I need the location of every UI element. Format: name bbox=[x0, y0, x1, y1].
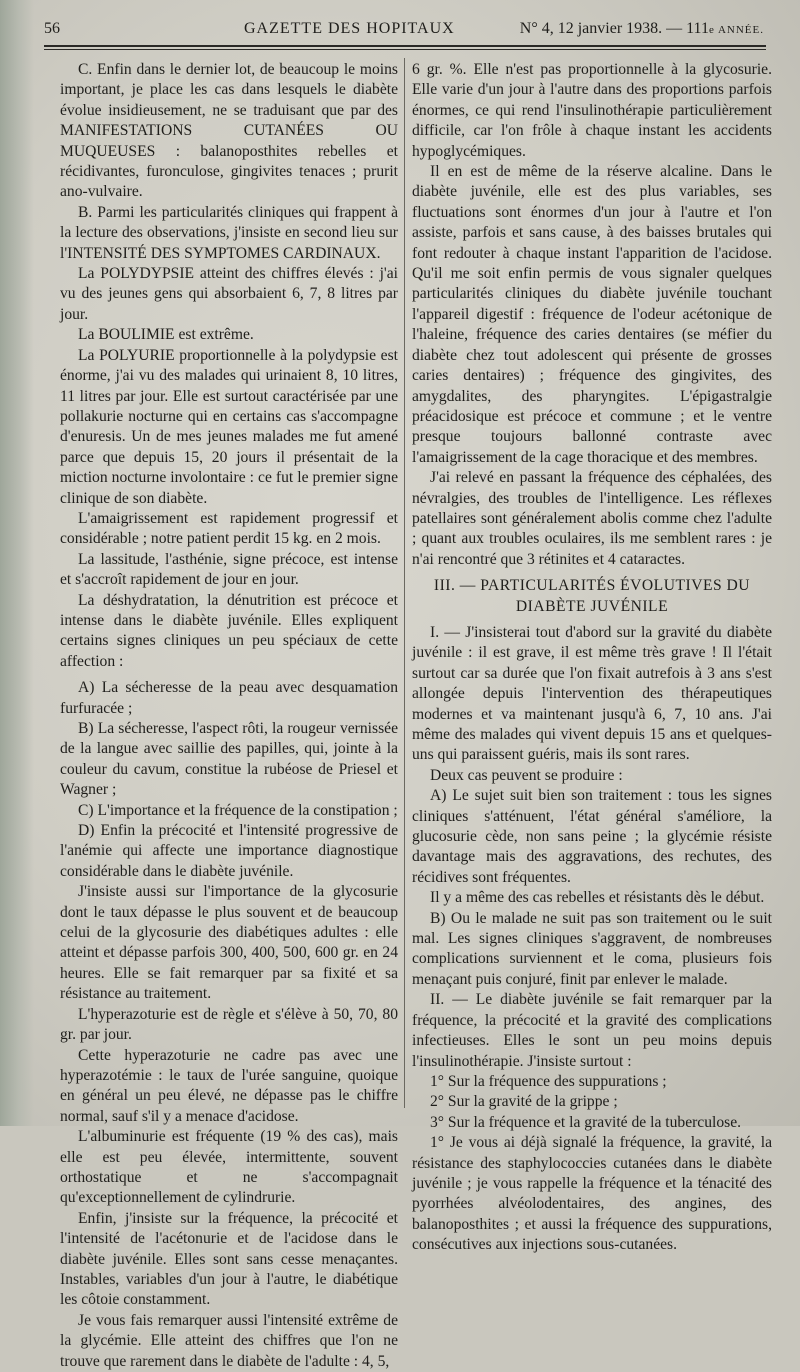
paragraph: La BOULIMIE est extrême. bbox=[78, 326, 254, 344]
paragraph: 1° Je vous ai déjà signalé la fréquence, la gravité, la résistance des staphylococcies cutanées dans le diabète juvénile ; je vous rappelle la fréquence et la ténacité des pyorrhées alvéolodentaires, des angines, des balanoposthites ; et aussi la fréquence des suppurations, consécutives aux injections sous-cutanées. bbox=[412, 1134, 772, 1254]
paragraph: L'hyperazoturie est de règle et s'élève à 50, 70, 80 gr. par jour. bbox=[60, 1005, 398, 1044]
issue-year-label: e ANNÉE. bbox=[708, 24, 764, 36]
paragraph: J'ai relevé en passant la fréquence des céphalées, des névralgies, des troubles de l'intelligence. Les réflexes patellaires sont généralement abolis comme chez l'adulte ; quant aux troubles oculaires, ils me semblent rares : je n'ai rencontré que 3 rétinites et 4 cataractes. bbox=[412, 469, 772, 568]
list-item: 1° Sur la fréquence des suppurations ; bbox=[430, 1072, 667, 1090]
left-column bbox=[60, 60, 398, 1370]
paragraph: B) Ou le malade ne suit pas son traitement ou le suit mal. Les signes cliniques s'aggravent, de nombreuses complications surviennent et le coma, plusieurs fois menaçant puis conjuré, finit par enlever le malade. bbox=[412, 909, 772, 988]
list-item: 2° Sur la gravité de la grippe ; bbox=[430, 1093, 618, 1111]
paragraph: 6 gr. %. Elle n'est pas proportionnelle à la glycosurie. Elle varie d'un jour à l'autre dans des proportions parfois énormes, ce qui rend l'insulinothérapie particulièrement difficile, car l'on frôle à chaque instant les accidents hypoglycémiques. bbox=[412, 61, 772, 160]
page-header bbox=[44, 20, 764, 42]
issue-line bbox=[520, 20, 764, 38]
paragraph: C. Enfin dans le dernier lot, de beaucoup le moins important, je place les cas dans lesquels le diabète évolue insidieusement, ne se traduisant que par des MANIFESTATIONS CUTANÉES OU MUQUEUSES : balanoposthites rebelles et récidivantes, furonculose, gingivites tenaces ; prurit ano-vulvaire. bbox=[60, 61, 398, 201]
column-divider bbox=[404, 58, 405, 1108]
header-rule bbox=[44, 45, 766, 50]
journal-title: GAZETTE DES HOPITAUX bbox=[244, 20, 455, 37]
paragraph: J'insiste aussi sur l'importance de la glycosurie dont le taux dépasse le plus souvent et de beaucoup celui de la glycosurie des diabétiques adultes : elle atteint et dépasse parfois 300, 400, 500, 600 gr. en 24 heures. Elle se fait remarquer par sa fixité et sa résistance au traitement. bbox=[60, 883, 398, 1003]
paragraph: La déshydratation, la dénutrition est précoce et intense dans le diabète juvénile. Elles expliquent certains signes cliniques un peu spéciaux de cette affection : bbox=[60, 591, 398, 670]
list-item: 3° Sur la fréquence et la gravité de la tuberculose. bbox=[430, 1113, 742, 1131]
paragraph: Deux cas peuvent se produire : bbox=[430, 766, 623, 784]
paragraph: II. — Le diabète juvénile se fait remarquer par la fréquence, la précocité et la gravité des complications infectieuses. Elles le sont un peu moins depuis l'insulinothérapie. J'insiste surtout : bbox=[412, 991, 772, 1070]
list-item: D) Enfin la précocité et l'intensité progressive de l'anémie qui affecte une importance diagnostique considérable dans le diabète juvénile. bbox=[60, 822, 398, 880]
paragraph: La lassitude, l'asthénie, signe précoce, est intense et s'accroît rapidement de jour en jour. bbox=[60, 550, 398, 589]
list-item: C) L'importance et la fréquence de la constipation ; bbox=[78, 801, 398, 819]
paragraph: La POLYURIE proportionnelle à la polydypsie est énorme, j'ai vu des malades qui urinaient 8, 10 litres, 11 litres par jour. Elle est surtout caractérisée par une pollakurie nocturne qui en certains cas s'accompagne d'enuresis. Un de mes jeunes malades me fut amené parce que depuis 15, 20 jours il présentait de la miction nocturne involontaire : ce fut le premier signe clinique de son diabète. bbox=[60, 346, 398, 507]
paragraph: B. Parmi les particularités cliniques qui frappent à la lecture des observations, j'insiste en second lieu sur l'INTENSITÉ DES SYMPTOMES CARDINAUX. bbox=[60, 203, 398, 262]
paragraph: L'amaigrissement est rapidement progressif et considérable ; notre patient perdit 15 kg. en 2 mois. bbox=[60, 509, 398, 548]
right-column bbox=[412, 60, 772, 1254]
issue-date: N° 4, 12 janvier 1938. — 111 bbox=[519, 20, 709, 37]
page-number: 56 bbox=[44, 20, 60, 37]
list-item: A) La sécheresse de la peau avec desquamation furfuracée ; bbox=[60, 679, 398, 717]
paragraph: A) Le sujet suit bien son traitement : tous les signes cliniques s'atténuent, l'état général s'améliore, la glucosurie cède, non sans peine ; la glycémie résiste davantage mais des aggravations, des rechutes, des récidives sont fréquentes. bbox=[412, 787, 772, 886]
section-heading: III. — PARTICULARITÉS ÉVOLUTIVES DU DIABÈTE JUVÉNILE bbox=[433, 577, 751, 615]
paragraph: Il en est de même de la réserve alcaline. Dans le diabète juvénile, elle est des plus variables, ses fluctuations sont énormes d'un jour à l'autre et l'on assiste, parfois et sans cause, à des baisses brutales qui font redouter à chaque instant l'apparition de l'acidose. Qu'il me soit enfin permis de vous signaler quelques particularités cliniques du diabète juvénile touchant l'appareil digestif : fréquence de l'odeur acétonique de l'haleine, fréquence des caries dentaires (se méfier du diabète chez tout adolescent qui présente de grosses caries dentaires) ; fréquence des gingivites, des amygdalites, des pharyngites. L'épigastralgie préacidosique est précoce et commune ; et le ventre presque toujours ballonné contraste avec l'amaigrissement de la cage thoracique et des membres. bbox=[412, 163, 772, 466]
paragraph: Je vous fais remarquer aussi l'intensité extrême de la glycémie. Elle atteint des chiffres que l'on ne trouve que rarement dans le diabète de l'adulte : 4, 5, bbox=[60, 1311, 398, 1370]
page-edge-shadow bbox=[0, 0, 34, 1126]
paragraph: I. — J'insisterai tout d'abord sur la gravité du diabète juvénile : il est grave, il est même très grave ! Il l'était surtout car sa durée que l'on fixait autrefois à 3 ans s'est allongée depuis l'intervention des thérapeutiques modernes et va maintenant jusqu'à 6, 7, 10 ans. J'ai même des malades qui vivent depuis 15 ans et quelques-uns qui paraissent guéris, mais ils sont rares. bbox=[412, 623, 772, 764]
paragraph: Enfin, j'insiste sur la fréquence, la précocité et l'intensité de l'acétonurie et de l'acidose dans le diabète juvénile. Elles sont sans cesse menaçantes. Instables, variables d'un jour à l'autre, le diabétique les côtoie constamment. bbox=[60, 1209, 398, 1309]
paragraph: L'albuminurie est fréquente (19 % des cas), mais elle est peu élevée, intermittente, souvent orthostatique et ne s'accompagnait qu'exceptionnellement de cylindrurie. bbox=[60, 1128, 398, 1207]
paragraph: Il y a même des cas rebelles et résistants dès le début. bbox=[430, 889, 765, 907]
paragraph: La POLYDYPSIE atteint des chiffres élevés : j'ai vu des jeunes gens qui absorbaient 6, 7, 8 litres par jour. bbox=[60, 265, 398, 323]
list-item: B) La sécheresse, l'aspect rôti, la rougeur vernissée de la langue avec saillie des papilles, qui, jointe à la couleur du cavum, constitue la rubéose de Priesel et Wagner ; bbox=[60, 720, 398, 799]
paragraph: Cette hyperazoturie ne cadre pas avec une hyperazotémie : le taux de l'urée sanguine, quoique en général un peu élevé, ne dépasse pas le chiffre normal, sauf s'il y a menace d'acidose. bbox=[60, 1046, 398, 1125]
